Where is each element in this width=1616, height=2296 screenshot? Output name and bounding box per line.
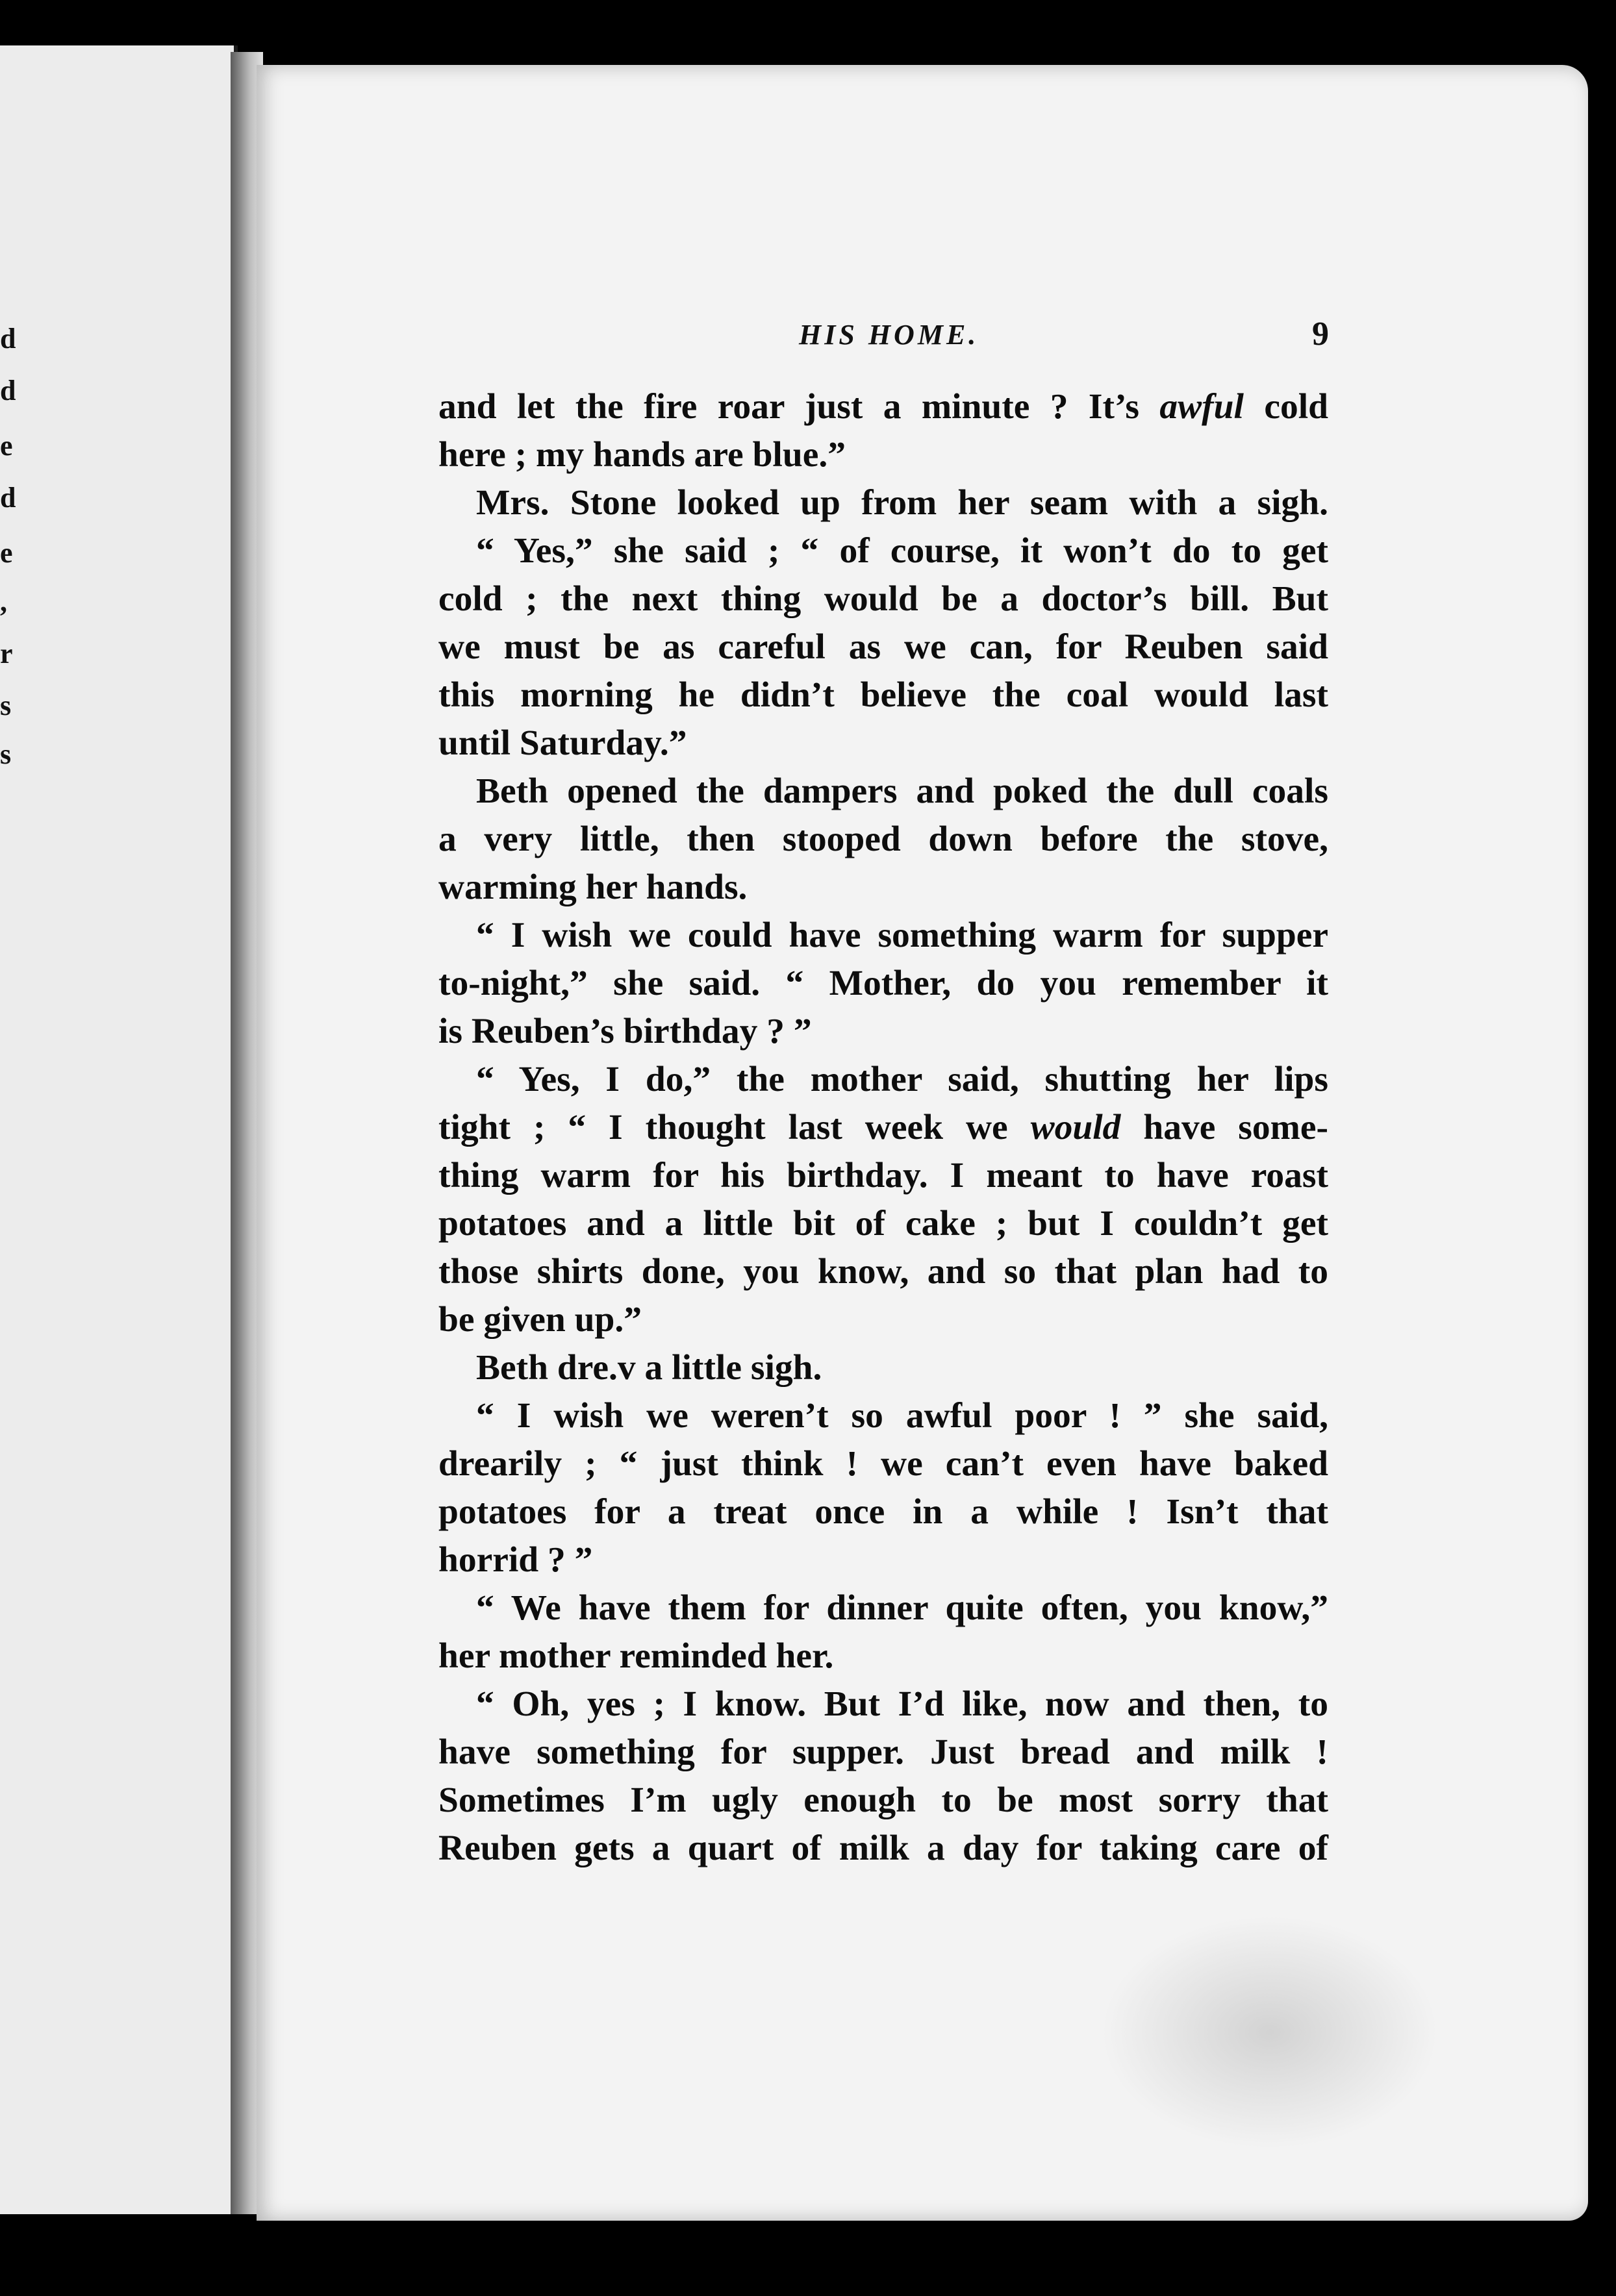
page-smudge (1101, 1915, 1439, 2149)
book-page (257, 65, 1588, 2221)
text-line: “ Yes, I do,” the mother said, shutting her lips (476, 1060, 1328, 1099)
facing-page-glyph: r (0, 638, 13, 669)
text-line: to-night,” she said. “ Mother, do you remember it (438, 964, 1328, 1003)
text-line: Mrs. Stone looked up from her seam with a sigh. (476, 483, 1328, 523)
text-line: and let the fire roar just a minute ? It’s awful cold (438, 387, 1328, 427)
text-line: tight ; “ I thought last week we would have some- (438, 1108, 1328, 1147)
text-line: potatoes for a treat once in a while ! Isn’t that (438, 1492, 1328, 1532)
text-line: here ; my hands are blue.” (438, 435, 846, 475)
text-line: Beth dre.v a little sigh. (476, 1348, 822, 1388)
facing-page-glyph: d (0, 482, 16, 514)
text-line: be given up.” (438, 1300, 642, 1340)
text-line: potatoes and a little bit of cake ; but I couldn’t get (438, 1204, 1328, 1243)
text-line: “ Yes,” she said ; “ of course, it won’t do to get (476, 531, 1328, 571)
emphasis: would (1030, 1108, 1121, 1147)
facing-page-glyph: d (0, 323, 16, 355)
text-line: thing warm for his birthday. I meant to have roast (438, 1156, 1328, 1195)
facing-page-glyph: e (0, 537, 13, 569)
emphasis: awful (1159, 387, 1244, 427)
facing-page-glyph: , (0, 586, 7, 618)
text-line: Sometimes I’m ugly enough to be most sorry that (438, 1780, 1328, 1820)
facing-page-glyph: s (0, 690, 12, 721)
text-line: “ We have them for dinner quite often, you know,” (476, 1588, 1328, 1628)
running-head: HIS HOME. (799, 319, 979, 351)
body-text (438, 383, 1328, 1873)
facing-page-glyph: e (0, 430, 13, 462)
text-line: “ Oh, yes ; I know. But I’d like, now and then, to (476, 1684, 1328, 1724)
text-line: drearily ; “ just think ! we can’t even have baked (438, 1444, 1328, 1484)
text-line: “ I wish we could have something warm for supper (476, 916, 1328, 955)
text-line: warming her hands. (438, 867, 748, 907)
page-number: 9 (1312, 316, 1329, 353)
text-line: those shirts done, you know, and so that plan had to (438, 1252, 1328, 1292)
text-line: “ I wish we weren’t so awful poor ! ” she said, (476, 1396, 1328, 1436)
facing-page-glyph: s (0, 738, 12, 770)
text-line: Reuben gets a quart of milk a day for taking care of (438, 1828, 1328, 1868)
text-line: her mother reminded her. (438, 1636, 834, 1676)
text-line: Beth opened the dampers and poked the dull coals (476, 771, 1328, 811)
text-line: a very little, then stooped down before the stove, (438, 819, 1328, 859)
text-line: horrid ? ” (438, 1540, 593, 1580)
facing-page-glyph: d (0, 375, 16, 406)
text-line: until Saturday.” (438, 723, 687, 763)
facing-page-edge (0, 45, 238, 2214)
text-line: this morning he didn’t believe the coal would last (438, 675, 1328, 715)
text-line: have something for supper. Just bread and milk ! (438, 1732, 1328, 1772)
text-line: is Reuben’s birthday ? ” (438, 1012, 812, 1051)
text-line: we must be as careful as we can, for Reuben said (438, 627, 1328, 667)
text-line: cold ; the next thing would be a doctor’s bill. But (438, 579, 1328, 619)
